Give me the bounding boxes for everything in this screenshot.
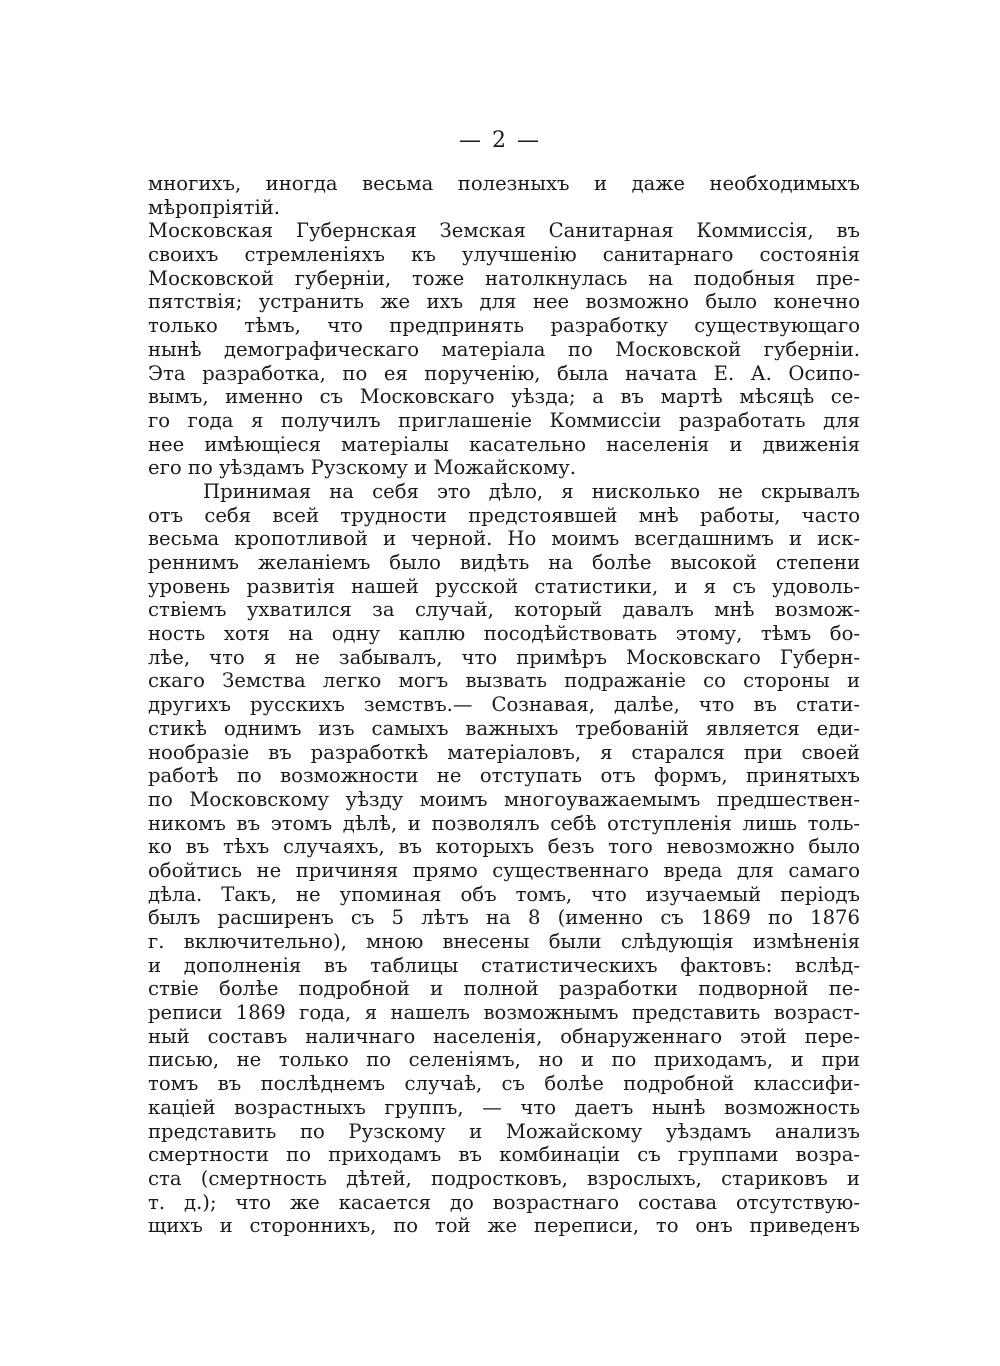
text-line: смертности по приходамъ въ комбинаціи съ группами возра- [148,1143,860,1167]
text-line: другихъ русскихъ земствъ.— Сознавая, далѣе, что въ стати- [148,693,860,717]
text-line: по Московскому уѣзду моимъ многоуважаемымъ предшествен- [148,787,860,811]
text-line: былъ расширенъ съ 5 лѣтъ на 8 (именно съ 1869 по 1876 [148,906,860,930]
text-line: многихъ, иногда весьма полезныхъ и даже необходимыхъ [148,172,860,195]
body-text [148,172,860,1238]
text-line: ность хотя на одну каплю посодѣйствовать этому, тѣмъ бо- [148,622,860,646]
text-line: своихъ стремленіяхъ къ улучшенію санитарнаго состоянія [148,243,860,267]
text-line: весьма кропотливой и черной. Но моимъ всегдашнимъ и иск- [148,527,860,551]
text-line: щихъ и стороннихъ, по той же переписи, то онъ приведенъ [148,1214,860,1238]
text-line: т. д.); что же касается до возрастнаго состава отсутствую- [148,1190,860,1214]
text-line: ствіе болѣе подробной и полной разработки подворной пе- [148,977,860,1001]
text-line: обойтись не причиняя прямо существеннаго вреда для самаго [148,858,860,882]
text-line: работѣ по возможности не отступать отъ формъ, принятыхъ [148,764,860,788]
text-line: томъ въ послѣднемъ случаѣ, съ болѣе подробной классифи- [148,1072,860,1096]
text-line: нообразіе въ разработкѣ матеріаловъ, я старался при своей [148,740,860,764]
text-line: ствіемъ ухватился за случай, который давалъ мнѣ возмож- [148,598,860,622]
text-line: ста (смертность дѣтей, подростковъ, взрослыхъ, стариковъ и [148,1166,860,1190]
text-line: пятствія; устранить же ихъ для нее возможно было конечно [148,290,860,314]
text-line: Московской губерніи, тоже натолкнулась на подобныя пре- [148,266,860,290]
text-line: Московская Губернская Земская Санитарная Коммиссія, въ [148,219,860,243]
text-line: нее имѣющіеся матеріалы касательно населенія и движенія [148,432,860,456]
text-line: стикѣ однимъ изъ самыхъ важныхъ требованій является еди- [148,716,860,740]
text-line: каціей возрастныхъ группъ, — что даетъ нынѣ возможность [148,1095,860,1119]
text-line: Эта разработка, по ея порученію, была начата Е. А. Осипо- [148,361,860,385]
text-line: уровень развитія нашей русской статистики, и я съ удоволь- [148,574,860,598]
text-line: реннимъ желаніемъ было видѣть на болѣе высокой степени [148,551,860,574]
text-line: го года я получилъ приглашеніе Коммиссіи разработать для [148,408,860,432]
text-line: лѣе, что я не забывалъ, что примѣръ Московскаго Губерн- [148,645,860,669]
text-line: писью, не только по селеніямъ, но и по приходамъ, и при [148,1048,860,1072]
text-line: представить по Рузскому и Можайскому уѣздамъ анализъ [148,1119,860,1143]
text-line: мѣропріятій. [148,195,281,219]
text-line: дѣла. Такъ, не упоминая объ томъ, что изучаемый періодъ [148,882,860,906]
text-line: отъ себя всей трудности предстоявшей мнѣ работы, часто [148,503,860,527]
text-line: нынѣ демографическаго матеріала по Московской губерніи. [148,337,860,361]
text-line: вымъ, именно съ Московскаго уѣзда; а въ мартѣ мѣсяцѣ се- [148,385,860,409]
text-line: г. включительно), мною внесены были слѣдующія измѣненія [148,930,860,953]
text-line: скаго Земства легко могъ вызвать подражаніе со стороны и [148,669,860,693]
text-line: его по уѣздамъ Рузскому и Можайскому. [148,456,577,480]
text-line: ко въ тѣхъ случаяхъ, въ которыхъ безъ того невозможно было [148,835,860,859]
text-line: никомъ въ этомъ дѣлѣ, и позволялъ себѣ отступленія лишь толь- [148,811,860,835]
text-line: только тѣмъ, что предпринять разработку существующаго [148,314,860,338]
text-line: реписи 1869 года, я нашелъ возможнымъ представить возраст- [148,1001,860,1025]
page-number: — 2 — [459,128,541,153]
text-line: Принимая на себя это дѣло, я нисколько не скрывалъ [203,479,860,503]
text-line: и дополненія въ таблицы статистическихъ фактовъ: вслѣд- [148,953,860,977]
text-line: ный составъ наличнаго населенія, обнаруженнаго этой пере- [148,1024,860,1048]
